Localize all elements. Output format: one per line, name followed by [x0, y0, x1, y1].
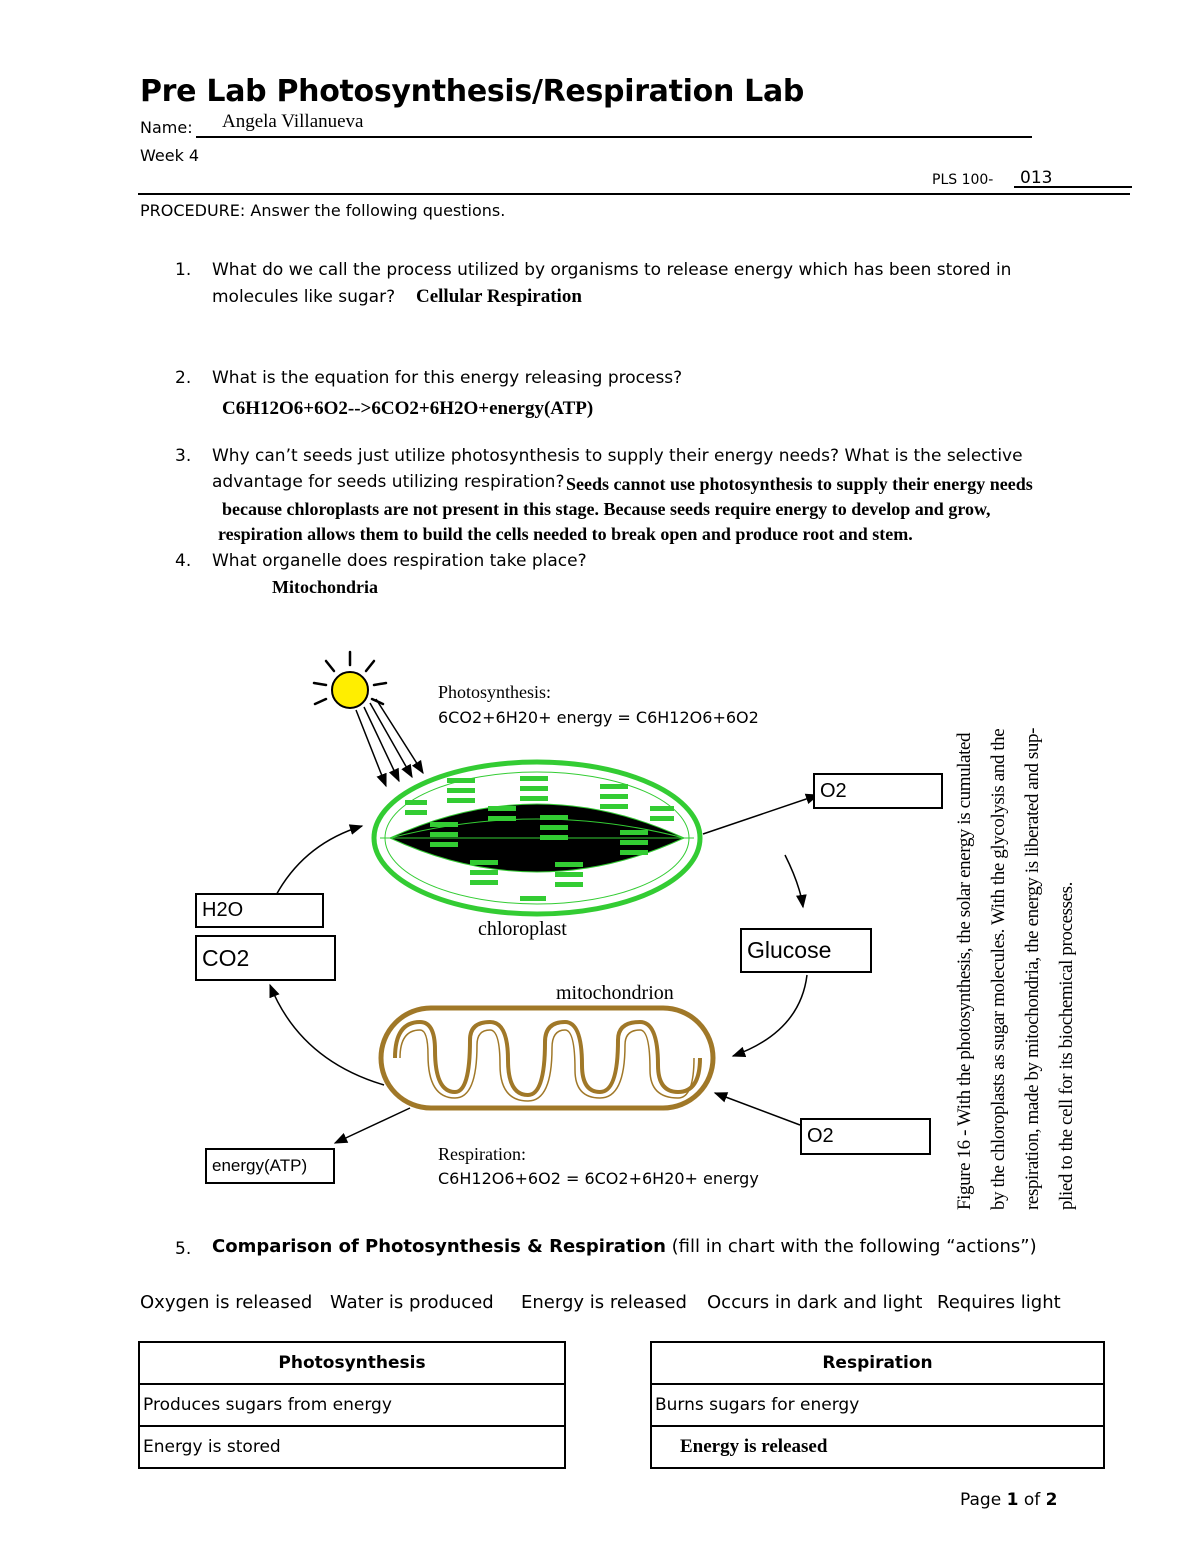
co2-input-box[interactable]: CO2	[195, 935, 336, 981]
page-prefix: Page	[960, 1490, 1002, 1510]
arrow-to-energy	[335, 1108, 410, 1143]
q4-number: 4.	[175, 551, 192, 571]
respiration-title: Respiration:	[438, 1144, 526, 1164]
figure-caption	[948, 710, 1098, 1210]
photosynthesis-cell[interactable]: Energy is stored	[139, 1426, 565, 1468]
q5-heading: Comparison of Photosynthesis & Respiration	[212, 1236, 666, 1257]
photosynthesis-cell[interactable]: Produces sugars from energy	[139, 1384, 565, 1426]
photosynthesis-header: Photosynthesis	[139, 1342, 565, 1384]
action-energy-released[interactable]: Energy is released	[521, 1292, 687, 1313]
q4-answer[interactable]: Mitochondria	[272, 577, 378, 597]
week-label: Week 4	[140, 146, 200, 165]
arrow-to-glucose	[785, 855, 803, 907]
q2-line1: What is the equation for this energy releasing process?	[212, 368, 683, 388]
q5-line	[212, 1236, 1037, 1257]
photosynthesis-table	[138, 1341, 566, 1469]
mitochondrion-label: mitochondrion	[556, 982, 674, 1004]
page-total: 2	[1045, 1490, 1058, 1510]
q4-line1: What organelle does respiration take place?	[212, 551, 587, 571]
table-row	[651, 1384, 1104, 1426]
q3-answer-line3[interactable]: respiration allows them to build the cells needed to break open and produce root and stem.	[218, 524, 913, 544]
q1-number: 1.	[175, 260, 192, 280]
respiration-equation: C6H12O6+6O2 = 6CO2+6H20+ energy	[438, 1169, 759, 1188]
caption-line1: Figure 16 - With the photosynthesis, the solar energy is cumulated	[954, 732, 975, 1210]
procedure-text: Answer the following questions.	[250, 201, 506, 220]
respiration-cell[interactable]: Burns sugars for energy	[651, 1384, 1104, 1426]
q2-number: 2.	[175, 368, 192, 388]
q1-answer[interactable]: Cellular Respiration	[416, 286, 582, 307]
q3-answer-line2[interactable]: because chloroplasts are not present in this stage. Because seeds require energy to develop and grow,	[222, 499, 991, 519]
table-row	[651, 1426, 1104, 1468]
q3-answer-line1[interactable]: Seeds cannot use photosynthesis to supply their energy needs	[566, 474, 1033, 494]
q5-instruction: (fill in chart with the following “actions”)	[671, 1236, 1037, 1257]
h2o-input-box[interactable]: H2O	[195, 893, 324, 928]
caption-line4: plied to the cell for its biochemical processes.	[1056, 882, 1077, 1210]
caption-line3: respiration, made by mitochondria, the energy is liberated and sup-	[1022, 727, 1043, 1210]
procedure-label: PROCEDURE:	[140, 201, 246, 220]
table-row	[139, 1342, 565, 1384]
action-oxygen-released[interactable]: Oxygen is released	[140, 1292, 313, 1313]
sun-icon	[314, 652, 423, 786]
arrow-o2-to-mitochondrion	[715, 1093, 800, 1125]
caption-line2: by the chloroplasts as sugar molecules. With the glycolysis and the	[988, 728, 1009, 1210]
action-requires-light[interactable]: Requires light	[937, 1292, 1061, 1313]
arrow-to-co2-h2o	[270, 985, 384, 1085]
q3-line2: advantage for seeds utilizing respiration?	[212, 472, 565, 492]
q3-line1: Why can’t seeds just utilize photosynthesis to supply their energy needs? What is the selective	[212, 446, 1023, 466]
glucose-box[interactable]: Glucose	[740, 928, 872, 973]
action-water-produced[interactable]: Water is produced	[330, 1292, 494, 1313]
course-label: PLS 100-	[932, 172, 994, 188]
q5-number: 5.	[175, 1239, 192, 1259]
photosynthesis-title: Photosynthesis:	[438, 682, 552, 702]
table-row	[139, 1426, 565, 1468]
mitochondrion-graphic	[381, 1008, 713, 1108]
page-title: Pre Lab Photosynthesis/Respiration Lab	[140, 74, 805, 109]
q1-line2: molecules like sugar?	[212, 287, 396, 307]
page-number	[960, 1490, 1057, 1510]
q2-answer[interactable]: C6H12O6+6O2-->6CO2+6H2O+energy(ATP)	[222, 398, 594, 419]
page-current: 1	[1006, 1490, 1019, 1510]
respiration-header: Respiration	[651, 1342, 1104, 1384]
arrow-to-o2-top	[703, 795, 818, 834]
action-dark-and-light[interactable]: Occurs in dark and light	[707, 1292, 923, 1313]
q3-number: 3.	[175, 446, 192, 466]
course-section[interactable]: 013	[1020, 168, 1053, 188]
chloroplast-graphic	[374, 762, 700, 914]
name-label: Name:	[140, 118, 193, 137]
photosynthesis-equation: 6CO2+6H20+ energy = C6H12O6+6O2	[438, 708, 759, 727]
name-value[interactable]: Angela Villanueva	[222, 111, 364, 132]
q1-line1: What do we call the process utilized by organisms to release energy which has been stored in	[212, 260, 1012, 280]
chloroplast-label: chloroplast	[478, 918, 567, 940]
table-row	[139, 1384, 565, 1426]
o2-input-box[interactable]: O2	[800, 1118, 931, 1155]
table-row	[651, 1342, 1104, 1384]
respiration-cell[interactable]: Energy is released	[651, 1426, 1104, 1468]
respiration-table	[650, 1341, 1105, 1469]
o2-output-box[interactable]: O2	[813, 773, 943, 809]
energy-atp-box[interactable]: energy(ATP)	[205, 1148, 335, 1184]
arrow-to-chloroplast	[272, 826, 362, 903]
arrow-to-mitochondrion	[733, 975, 807, 1056]
page-of: of	[1023, 1490, 1041, 1510]
